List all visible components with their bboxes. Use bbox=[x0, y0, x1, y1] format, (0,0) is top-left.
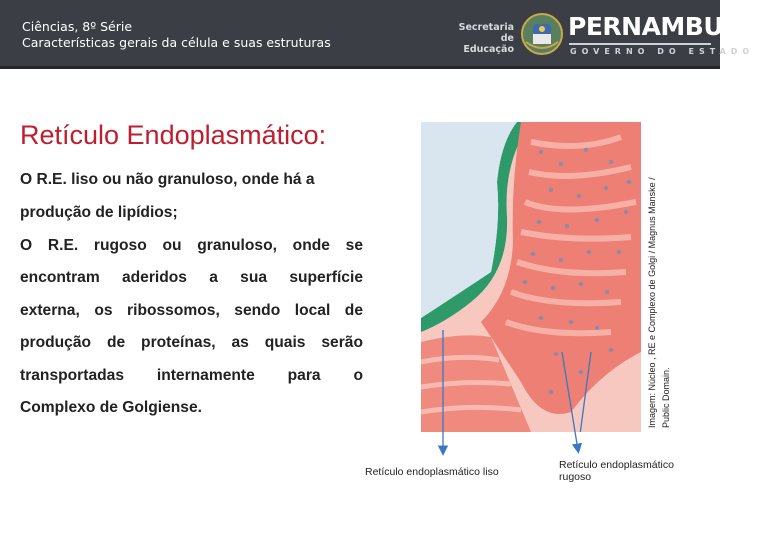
body-line-7: transportadas internamente para o bbox=[20, 367, 363, 384]
body-line-1: O R.E. liso ou não granuloso, onde há a bbox=[20, 171, 315, 188]
header-topic: Características gerais da célula e suas estruturas bbox=[22, 35, 331, 50]
body-line-6: produção de proteínas, as quais serão bbox=[20, 334, 363, 351]
body-line-2: produção de lipídios; bbox=[20, 204, 178, 221]
label-smooth-er: Retículo endoplasmático liso bbox=[365, 466, 499, 478]
header-divider bbox=[0, 66, 720, 69]
image-credit bbox=[641, 116, 681, 434]
body-line-3: O R.E. rugoso ou granuloso, onde se bbox=[20, 237, 363, 254]
body-line-4: encontram aderidos a sua superfície bbox=[20, 269, 363, 286]
label-rough-er: Retículo endoplasmático rugoso bbox=[559, 459, 674, 483]
body-line-8: Complexo de Golgiense. bbox=[20, 399, 202, 416]
image-credit-line-1: Imagem: Núcleo , RE e Complexo de Golgi / Magnus Manske / bbox=[647, 177, 657, 428]
page-title: Retículo Endoplasmático: bbox=[20, 120, 327, 150]
brand-subtitle: GOVERNO DO ESTADO bbox=[570, 47, 755, 56]
image-credit-line-2: Public Domain. bbox=[661, 367, 671, 428]
endoplasmic-reticulum-illustration bbox=[421, 122, 641, 432]
brand-underline bbox=[569, 43, 711, 45]
body-line-5: externa, os ribossomos, sendo local de bbox=[20, 302, 363, 319]
secretaria-label: Secretaria de Educação bbox=[458, 22, 514, 55]
brand-logo: PERNAMBUCO bbox=[568, 12, 762, 41]
header-subject: Ciências, 8º Série bbox=[22, 19, 133, 34]
coat-of-arms-icon bbox=[520, 12, 564, 56]
